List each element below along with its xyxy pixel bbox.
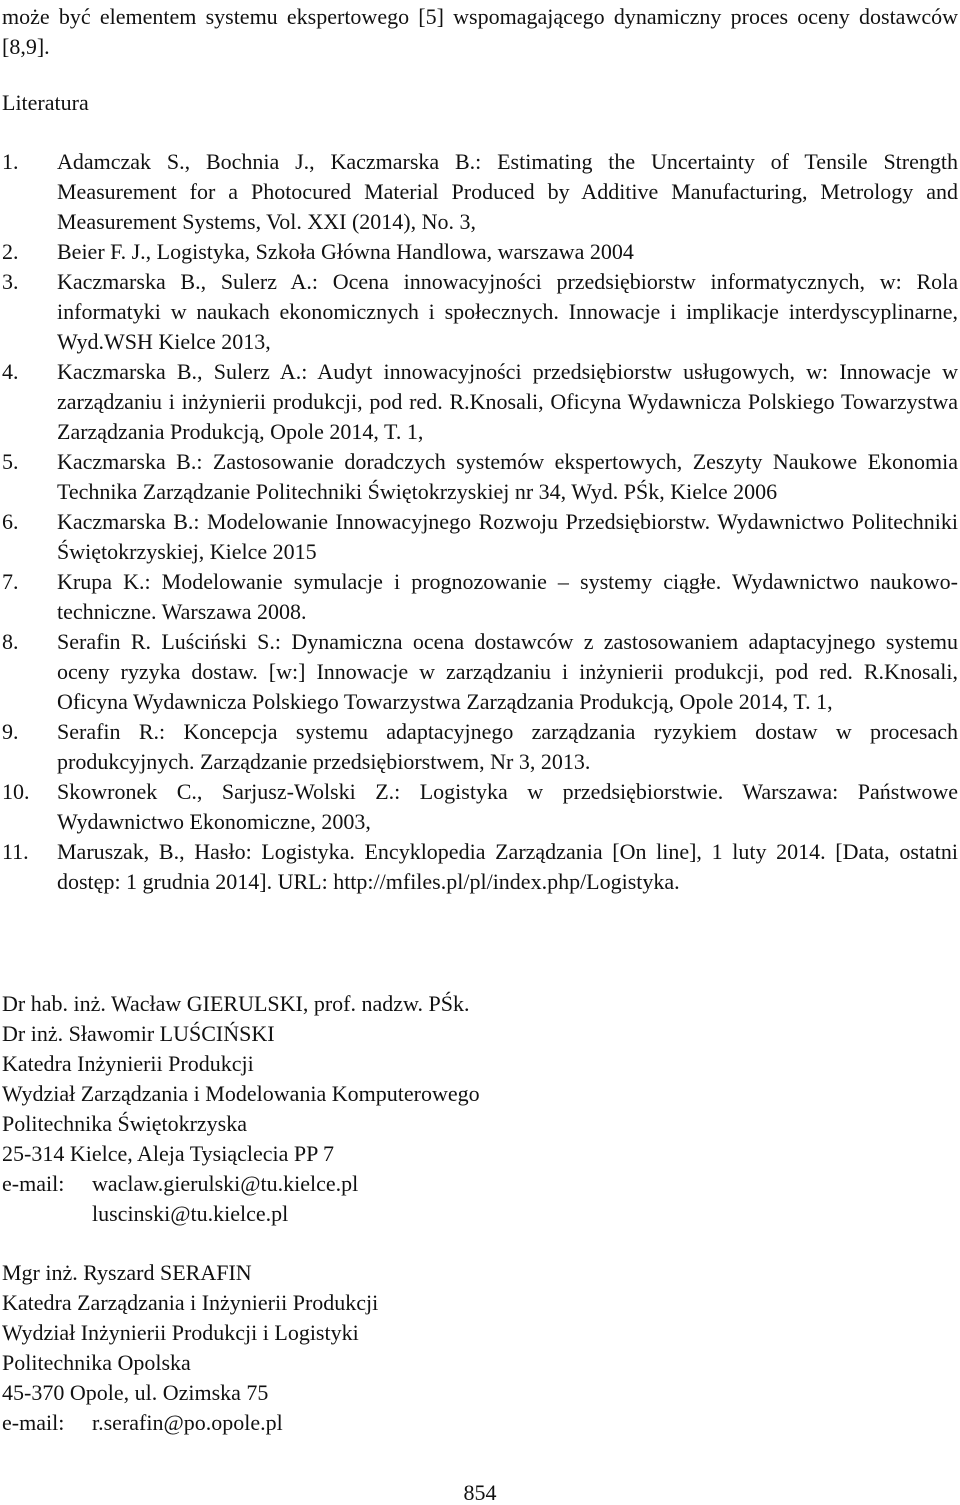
reference-item — [2, 237, 958, 267]
affiliation-line: Politechnika Opolska — [2, 1350, 191, 1375]
reference-text: Kaczmarska B., Sulerz A.: Ocena innowacyjności przedsiębiorstw informatycznych, w: Rola informatyki w naukach ekonomicznych i społecznych. Innowacje i implikacje interdyscyplinarne, Wyd.WSH Kielce 2013, — [57, 269, 958, 354]
reference-number: 4. — [2, 359, 19, 384]
reference-number: 9. — [2, 719, 19, 744]
intro-paragraph: może być elementem systemu ekspertowego [5] wspomagającego dynamiczny proces oceny dostawców [8,9]. — [2, 4, 958, 59]
reference-item — [2, 567, 958, 627]
author-line: Dr hab. inż. Wacław GIERULSKI, prof. nadzw. PŚk. — [2, 991, 470, 1016]
reference-text: Skowronek C., Sarjusz-Wolski Z.: Logistyka w przedsiębiorstwie. Warszawa: Państwowe Wydawnictwo Ekonomiczne, 2003, — [57, 779, 958, 834]
references-heading: Literatura — [2, 90, 89, 115]
author-affiliation-block-1 — [2, 989, 480, 1229]
reference-number: 3. — [2, 269, 19, 294]
author-line: Dr inż. Sławomir LUŚCIŃSKI — [2, 1021, 275, 1046]
author-line: Mgr inż. Ryszard SERAFIN — [2, 1260, 252, 1285]
reference-text: Beier F. J., Logistyka, Szkoła Główna Handlowa, warszawa 2004 — [57, 239, 634, 264]
reference-text: Krupa K.: Modelowanie symulacje i prognozowanie – systemy ciągłe. Wydawnictwo naukowo-techniczne. Warszawa 2008. — [57, 569, 958, 624]
reference-number: 7. — [2, 569, 19, 594]
reference-item — [2, 717, 958, 777]
reference-item — [2, 507, 958, 567]
email-row — [2, 1169, 480, 1199]
affiliation-line: Katedra Zarządzania i Inżynierii Produkcji — [2, 1290, 379, 1315]
email-address: waclaw.gierulski@tu.kielce.pl — [92, 1171, 359, 1196]
reference-item — [2, 837, 958, 897]
reference-number: 1. — [2, 149, 19, 174]
reference-text: Kaczmarska B.: Modelowanie Innowacyjnego Rozwoju Przedsiębiorstw. Wydawnictwo Politechniki Świętokrzyskiej, Kielce 2015 — [57, 509, 958, 564]
affiliation-line: Politechnika Świętokrzyska — [2, 1111, 248, 1136]
reference-item — [2, 627, 958, 717]
affiliation-line: Katedra Inżynierii Produkcji — [2, 1051, 254, 1076]
reference-text: Serafin R. Luściński S.: Dynamiczna ocena dostawców z zastosowaniem adaptacyjnego systemu oceny ryzyka dostaw. [w:] Innowacje w zarządzaniu i inżynierii produkcji, pod red. R.Knosali, Oficyna Wydawnicza Polskiego Towarzystwa Zarządzania Produkcją, Opole 2014, T. 1, — [57, 629, 958, 714]
reference-number: 8. — [2, 629, 19, 654]
reference-text: Serafin R.: Koncepcja systemu adaptacyjnego zarządzania ryzykiem dostaw w procesach produkcyjnych. Zarządzanie przedsiębiorstwem, Nr 3, 2013. — [57, 719, 958, 774]
reference-number: 5. — [2, 449, 19, 474]
address-line: 25-314 Kielce, Aleja Tysiąclecia PP 7 — [2, 1141, 335, 1166]
email-address: r.serafin@po.opole.pl — [92, 1410, 283, 1435]
email-label: e-mail: — [2, 1410, 65, 1435]
reference-text: Kaczmarska B.: Zastosowanie doradczych systemów ekspertowych, Zeszyty Naukowe Ekonomia Technika Zarządzanie Politechniki Świętokrzyskiej nr 34, Wyd. PŚk, Kielce 2006 — [57, 449, 958, 504]
reference-item — [2, 777, 958, 837]
reference-item — [2, 447, 958, 507]
address-line: 45-370 Opole, ul. Ozimska 75 — [2, 1380, 269, 1405]
page-number: 854 — [463, 1480, 497, 1505]
reference-item — [2, 147, 958, 237]
reference-item — [2, 357, 958, 447]
reference-number: 11. — [2, 839, 29, 864]
reference-text: Adamczak S., Bochnia J., Kaczmarska B.: Estimating the Uncertainty of Tensile Strength Measurement for a Photocured Material Produced by Additive Manufacturing, Metrology and Measurement Systems, Vol. XXI (2014), No. 3, — [57, 149, 958, 234]
reference-text: Maruszak, B., Hasło: Logistyka. Encyklopedia Zarządzania [On line], 1 luty 2014. [Data, ostatni dostęp: 1 grudnia 2014]. URL: http://mfiles.pl/pl/index.php/Logistyka. — [57, 839, 958, 894]
reference-number: 10. — [2, 779, 30, 804]
email-row — [2, 1199, 480, 1229]
reference-item — [2, 267, 958, 357]
email-label: e-mail: — [2, 1171, 65, 1196]
affiliation-line: Wydział Zarządzania i Modelowania Komputerowego — [2, 1081, 480, 1106]
reference-number: 6. — [2, 509, 19, 534]
email-row — [2, 1408, 378, 1438]
references-list — [2, 147, 958, 897]
reference-text: Kaczmarska B., Sulerz A.: Audyt innowacyjności przedsiębiorstw usługowych, w: Innowacje w zarządzaniu i inżynierii produkcji, pod red. R.Knosali, Oficyna Wydawnicza Polskiego Towarzystwa Zarządzania Produkcją, Opole 2014, T. 1, — [57, 359, 958, 444]
reference-number: 2. — [2, 239, 19, 264]
affiliation-line: Wydział Inżynierii Produkcji i Logistyki — [2, 1320, 359, 1345]
email-address: luscinski@tu.kielce.pl — [92, 1201, 289, 1226]
author-affiliation-block-2 — [2, 1258, 378, 1438]
